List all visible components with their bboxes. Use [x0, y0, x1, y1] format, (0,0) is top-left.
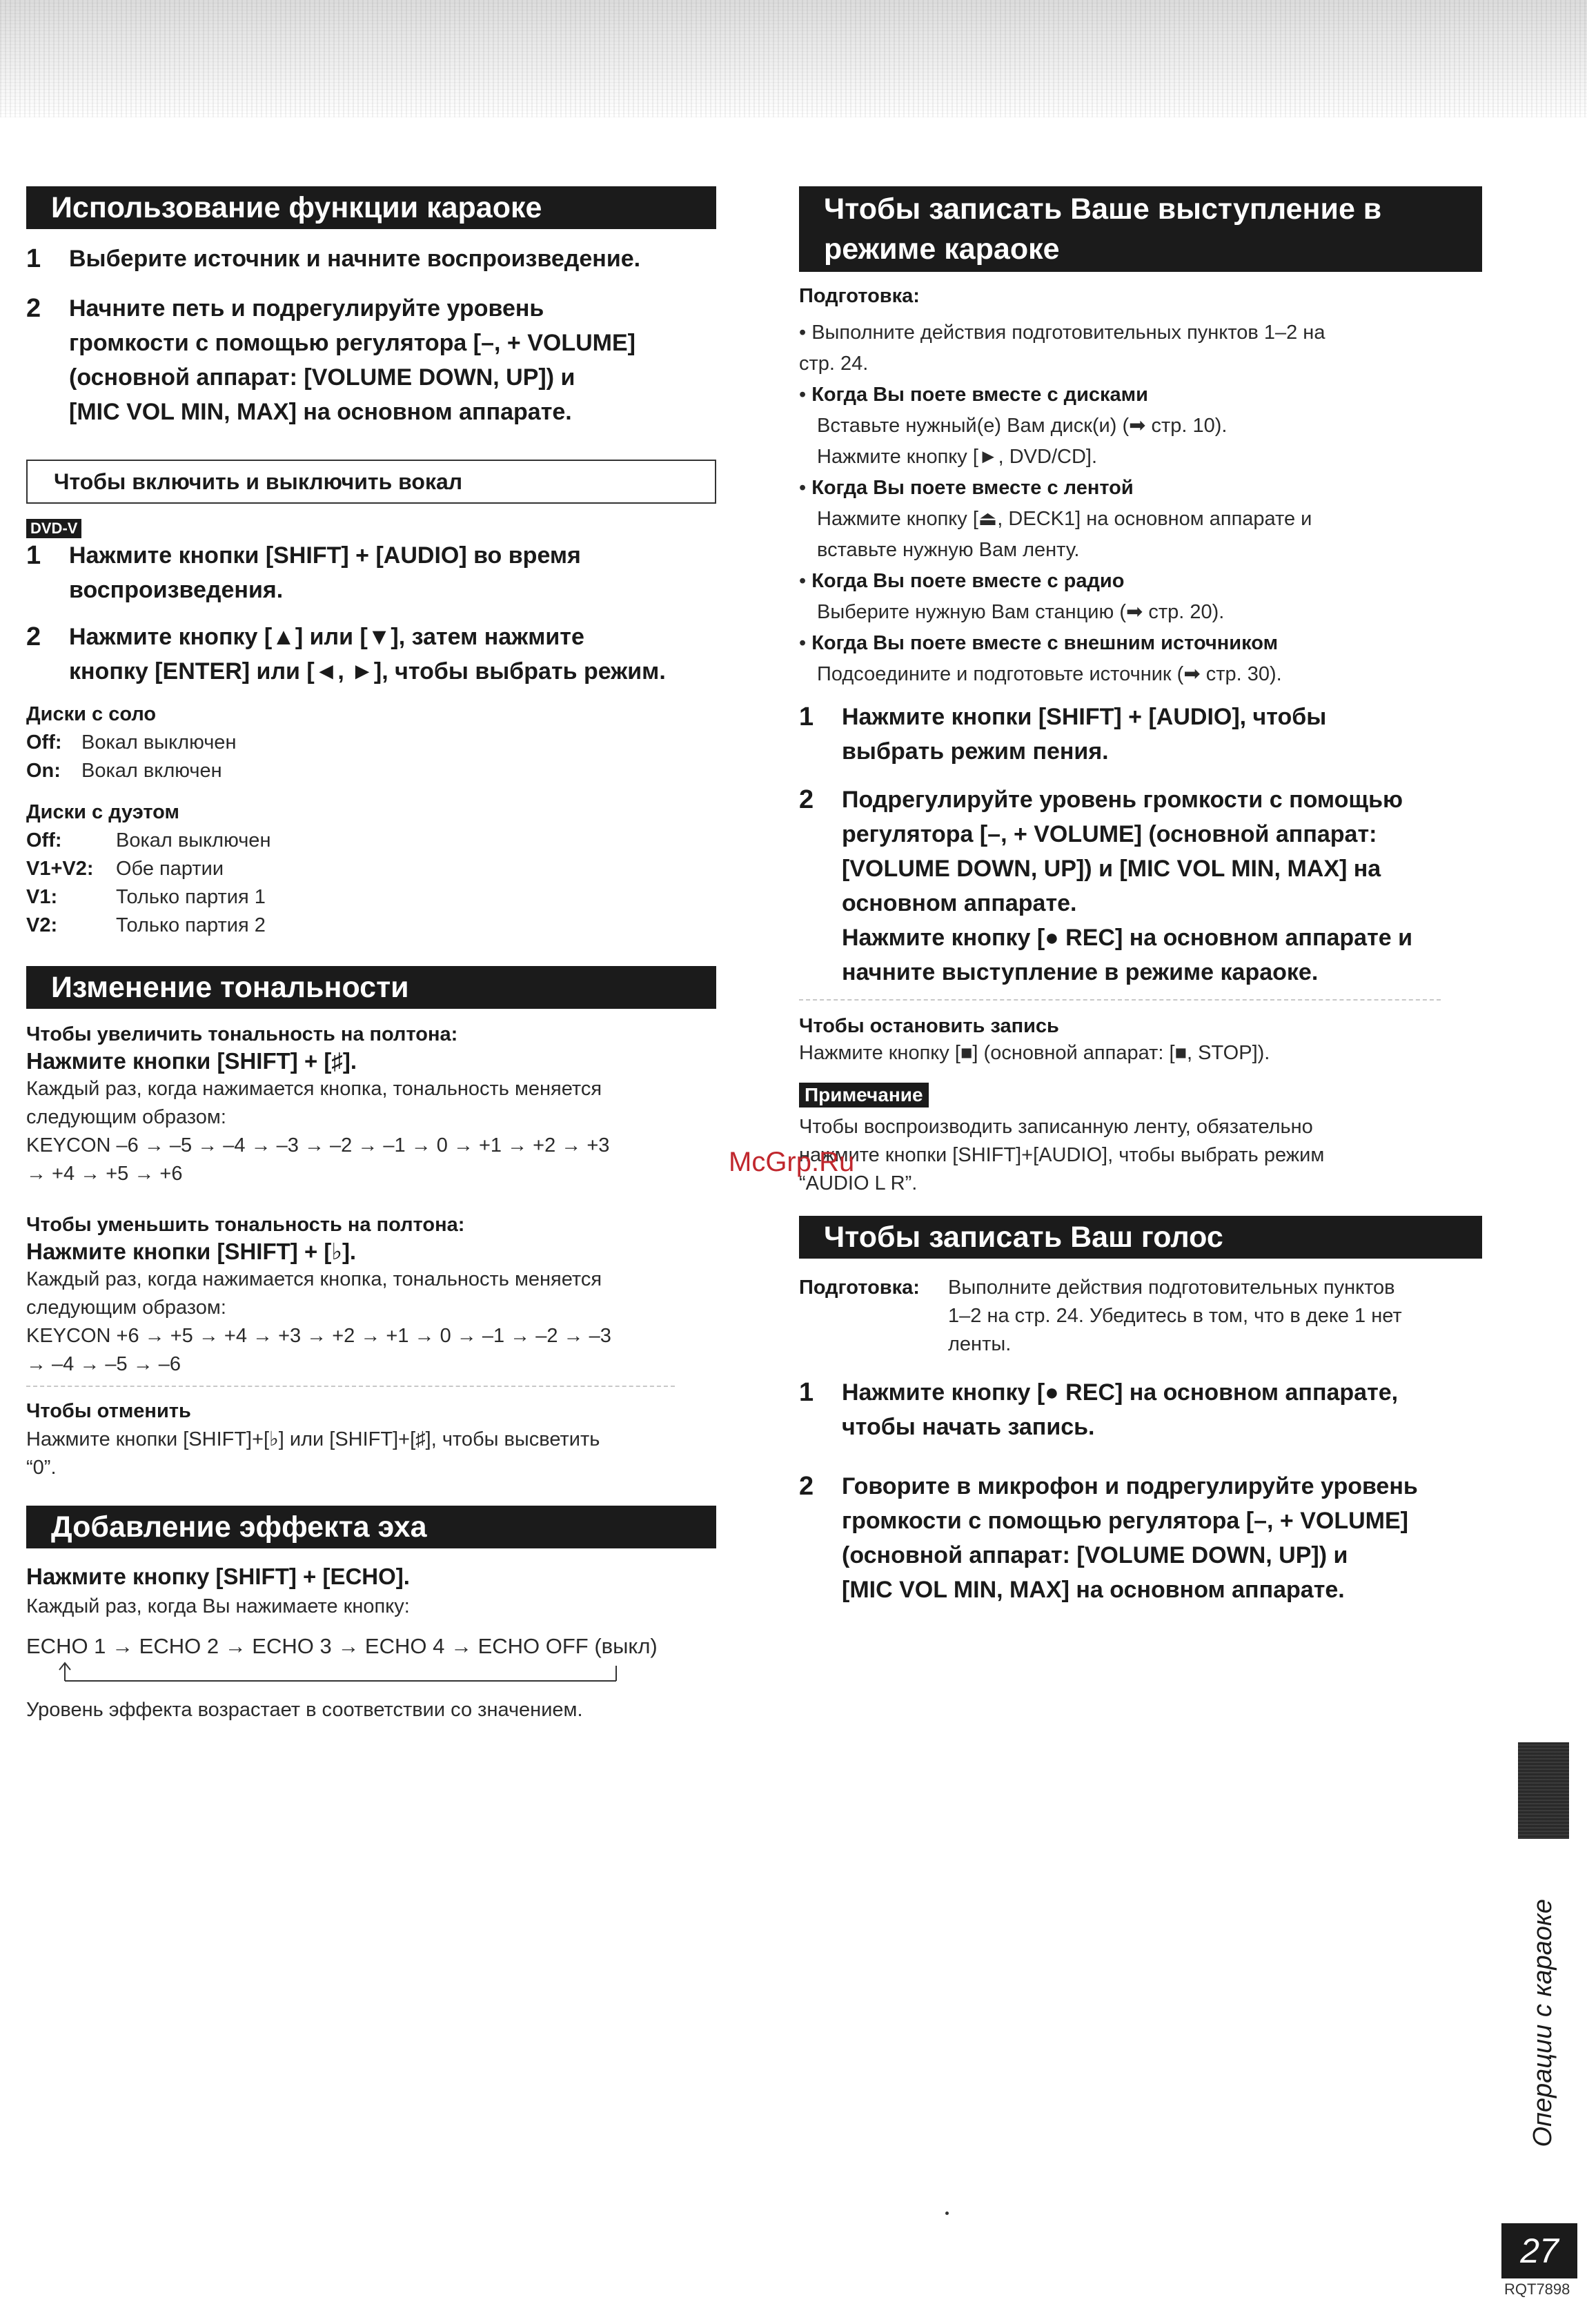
prep-bullet-title: Когда Вы поете вместе с дисками [811, 384, 1148, 406]
echo-loop-arrow [26, 1660, 661, 1688]
voice-step-1 [799, 1375, 1482, 1444]
note-text: Чтобы воспроизводить записанную ленту, обязательно нажмите кнопки [SHIFT]+[AUDIO], чтобы выбрать режим “AUDIO L R”. [799, 1116, 1325, 1194]
record-prep-title: Подготовка: [799, 285, 920, 307]
record-heading-line-2: режиме караоке [824, 233, 1060, 266]
record-heading-line-1: Чтобы записать Ваше выступление в [824, 193, 1382, 226]
document-code: RQT7898 [1504, 2281, 1570, 2298]
scan-noise-band [0, 0, 1587, 117]
tone-cancel-text: Нажмите кнопки [SHIFT]+[♭] или [SHIFT]+[♯], чтобы высветить “0”. [26, 1428, 600, 1479]
voice-prep-title: Подготовка: [799, 1277, 920, 1299]
duet-row: V1: Только партия 1 [26, 886, 266, 908]
prep-bullet: • Когда Вы поете вместе с радио Выберите нужную Вам станцию (➡ стр. 20). [799, 566, 1482, 628]
step-number: 2 [799, 785, 814, 814]
step-text: Говорите в микрофон и подрегулируйте уровень громкости с помощью регулятора [–, + VOLUME] (основной аппарат: [VOLUME DOWN, UP]) и [MIC VOL MIN, MAX] на основном аппарате. [842, 1473, 1418, 1603]
step-number: 1 [799, 702, 814, 731]
prep-bullet-text: Подсоедините и подготовьте источник (➡ стр. 30). [817, 663, 1282, 685]
side-label [1515, 1844, 1570, 2147]
tone-up-command: Нажмите кнопки [SHIFT] + [♯]. [26, 1048, 357, 1074]
step-number: 1 [26, 244, 41, 273]
karaoke-heading: Использование функции караоке [26, 186, 716, 229]
prep-bullet: • Выполните действия подготовительных пунктов 1–2 на стр. 24. [799, 322, 1325, 375]
step-number: 2 [26, 294, 41, 323]
tone-up-title: Чтобы увеличить тональность на полтона: [26, 1023, 458, 1045]
prep-bullet-title: Когда Вы поете вместе с лентой [811, 477, 1134, 499]
duet-row: Off: Вокал выключен [26, 829, 271, 851]
step-number: 2 [799, 1472, 814, 1501]
echo-heading: Добавление эффекта эха [26, 1506, 716, 1548]
dvd-v-badge: DVD-V [26, 519, 81, 538]
prep-bullet-title: Когда Вы поете вместе с радио [811, 570, 1125, 592]
step-number: 1 [799, 1378, 814, 1407]
note-badge: Примечание [799, 1083, 929, 1107]
prep-bullet-title: Когда Вы поете вместе с внешним источником [811, 632, 1279, 654]
prep-bullet-text: Вставьте нужный(е) Вам диск(и) (➡ стр. 10). Нажмите кнопку [►, DVD/CD]. [817, 415, 1228, 468]
step-text: Нажмите кнопку [▲] или [▼], затем нажмите кнопку [ENTER] или [◄, ►], чтобы выбрать режим. [69, 624, 666, 685]
tone-down-command: Нажмите кнопки [SHIFT] + [♭]. [26, 1239, 357, 1264]
tone-down-title: Чтобы уменьшить тональность на полтона: [26, 1214, 465, 1236]
duet-title: Диски с дуэтом [26, 801, 179, 823]
page-number: 27 [1501, 2223, 1577, 2278]
step-text: Нажмите кнопку [● REC] на основном аппарате, чтобы начать запись. [842, 1379, 1399, 1440]
record-step-2 [799, 782, 1482, 989]
side-tab-marker [1518, 1742, 1569, 1839]
record-step-1 [799, 700, 1482, 769]
step-number: 2 [26, 622, 41, 651]
right-column [799, 186, 1482, 1607]
tone-cancel-title: Чтобы отменить [26, 1400, 191, 1422]
stop-text: Нажмите кнопку [■] (основной аппарат: [■, STOP]). [799, 1042, 1270, 1064]
watermark: McGrp.Ru [729, 1147, 855, 1177]
step-number: 1 [26, 541, 41, 570]
voice-heading: Чтобы записать Ваш голос [799, 1216, 1482, 1259]
step-text: Нажмите кнопки [SHIFT] + [AUDIO] во время воспроизведения. [69, 542, 581, 603]
scan-dot [945, 2212, 949, 2215]
side-label-text: Операции с караоке [1528, 1899, 1557, 2147]
prep-bullet-text: Выполните действия подготовительных пунктов 1–2 на стр. 24. [799, 322, 1325, 375]
duet-row: V2: Только партия 2 [26, 914, 266, 936]
echo-intro: Каждый раз, когда Вы нажимаете кнопку: [26, 1595, 410, 1617]
left-column [26, 186, 716, 1724]
karaoke-step-1 [26, 242, 716, 276]
echo-footer: Уровень эффекта возрастает в соответствии со значением. [26, 1699, 583, 1721]
prep-bullet-text: Нажмите кнопку [⏏, DECK1] на основном аппарате и вставьте нужную Вам ленту. [817, 508, 1312, 561]
record-heading [799, 186, 1482, 272]
prep-bullet: • Когда Вы поете вместе с лентой Нажмите кнопку [⏏, DECK1] на основном аппарате и вставьте нужную Вам ленту. [799, 473, 1482, 566]
voice-step-2 [799, 1469, 1482, 1607]
vocal-box-heading: Чтобы включить и выключить вокал [26, 460, 716, 504]
vocal-step-1 [26, 538, 716, 607]
step-text: Начните петь и подрегулируйте уровень громкости с помощью регулятора [–, + VOLUME] (основной аппарат: [VOLUME DOWN, UP]) и [MIC VOL MIN, MAX] на основном аппарате. [69, 295, 635, 425]
tone-down-text: Каждый раз, когда нажимается кнопка, тональность меняется следующим образом: KEYCON +6 → +5 → +4 → +3 → +2 → +1 → 0 → –1 → –2 → –3 → –4 → –5 → –6 [26, 1268, 611, 1375]
tone-heading: Изменение тональности [26, 966, 716, 1009]
voice-prep [799, 1274, 1482, 1359]
stop-title: Чтобы остановить запись [799, 1015, 1059, 1037]
vocal-step-2 [26, 620, 716, 689]
duet-row: V1+V2: Обе партии [26, 858, 224, 880]
step-text: Подрегулируйте уровень громкости с помощью регулятора [–, + VOLUME] (основной аппарат: [VOLUME DOWN, UP]) и [MIC VOL MIN, MAX] на основном аппарате. Нажмите кнопку [● REC] на основном аппарате и начните выступление в режиме караоке. [842, 787, 1412, 985]
solo-row: Off: Вокал выключен [26, 731, 237, 754]
solo-title: Диски с соло [26, 703, 157, 725]
echo-sequence: ECHO 1 → ECHO 2 → ECHO 3 → ECHO 4 → ECHO OFF (выкл) [26, 1634, 658, 1658]
step-text: Нажмите кнопки [SHIFT] + [AUDIO], чтобы выбрать режим пения. [842, 704, 1327, 765]
tone-up-text: Каждый раз, когда нажимается кнопка, тональность меняется следующим образом: KEYCON –6 → –5 → –4 → –3 → –2 → –1 → 0 → +1 → +2 → +3 → +4 → +5 → +6 [26, 1078, 610, 1185]
step-text: Выберите источник и начните воспроизведение. [69, 246, 641, 272]
prep-bullet: • Когда Вы поете вместе с дисками Вставьте нужный(е) Вам диск(и) (➡ стр. 10). Нажмите кнопку [►, DVD/CD]. [799, 380, 1482, 473]
prep-bullet: • Когда Вы поете вместе с внешним источником Подсоедините и подготовьте источник (➡ стр. 30). [799, 628, 1482, 690]
echo-command: Нажмите кнопку [SHIFT] + [ECHO]. [26, 1564, 410, 1589]
voice-prep-text: Выполните действия подготовительных пунктов 1–2 на стр. 24. Убедитесь в том, что в деке 1 нет ленты. [948, 1277, 1402, 1355]
prep-bullet-text: Выберите нужную Вам станцию (➡ стр. 20). [817, 601, 1225, 623]
karaoke-step-2 [26, 291, 716, 429]
solo-row: On: Вокал включен [26, 760, 222, 782]
